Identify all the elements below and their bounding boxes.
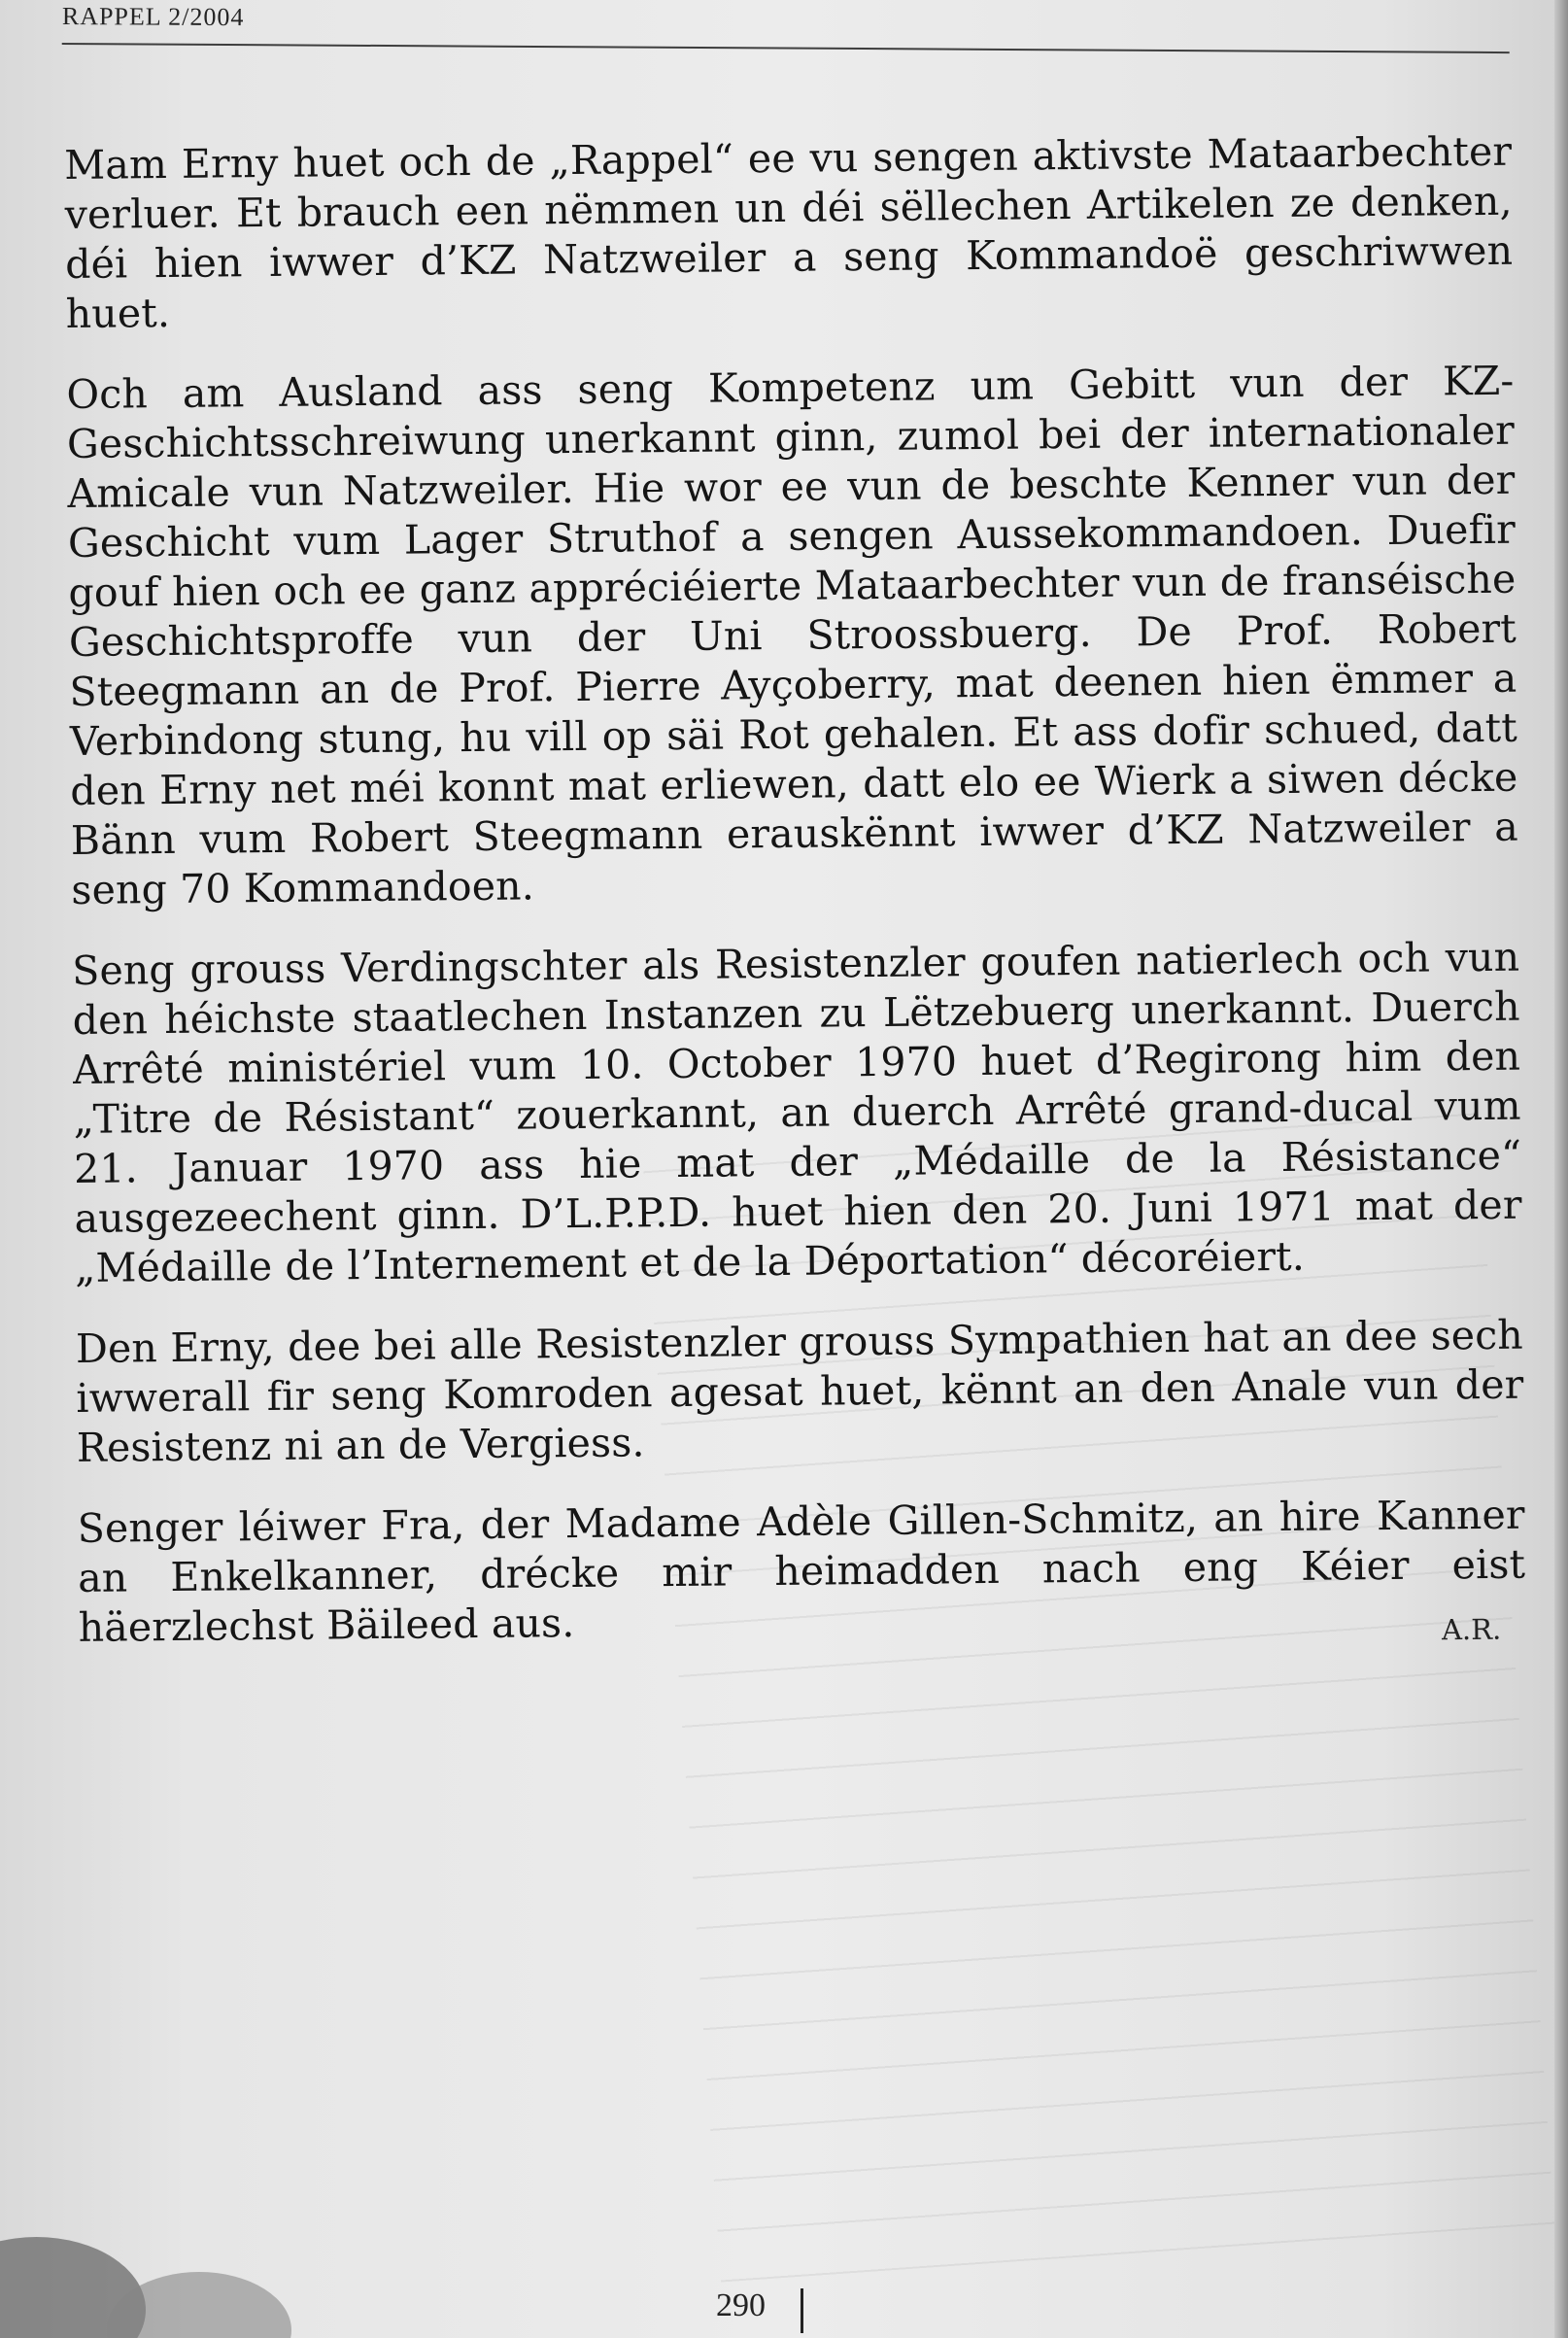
paragraph-rappel-contributor: Mam Erny huet och de „Rappel“ ee vu sengen aktivste Mataarbechter verluer. Et brauch een nëmmen un déi sëllechen Artikelen ze denken, déi hien iwwer d’KZ Natzweiler a seng Kommandoë geschriwwen huet. xyxy=(64,127,1514,337)
header-title: RAPPEL 2/2004 xyxy=(61,1,245,32)
page-edge-shadow xyxy=(1554,0,1568,2338)
author-signature: A.R. xyxy=(1441,1612,1502,1647)
page-number: 290 xyxy=(716,2287,766,2323)
page-number-rule xyxy=(801,2288,803,2333)
paragraph-remembrance: Den Erny, dee bei alle Resistenzler grouss Sympathien hat an dee sech iwwerall fir seng Komroden agesat huet, kënnt an den Anale vun der Resistenz ni an de Vergiess. xyxy=(75,1311,1524,1471)
paragraph-official-honors: Seng grouss Verdingschter als Resistenzler goufen natierlech och vun den héichste staatlechen Instanzen zu Lëtzebuerg unerkannt. Duerch Arrêté ministériel vum 10. October 1970 huet d’Regirong him den „Titre de Résistant“ zouerkannt, an duerch Arrêté grand-ducal vum 21. Januar 1970 ass hie mat der „Médaille de la Résistance“ ausgezeechent ginn. D’L.P.P.D. huet hien den 20. Juni 1971 mat der „Médaille de l’Internement et de la Déportation“ décoréiert. xyxy=(71,933,1522,1291)
article-body xyxy=(64,127,1526,1684)
running-header xyxy=(62,0,1510,53)
paragraph-condolences: Senger léiwer Fra, der Madame Adèle Gillen-Schmitz, an hire Kanner an Enkelkanner, drécke mir heimadden nach eng Kéier eist häerzlechst Bäileed aus. xyxy=(77,1491,1526,1651)
paragraph-foreign-recognition: Och am Ausland ass seng Kompetenz um Gebitt vun der KZ-Geschichtsschreiwung unerkannt ginn, zumol bei der internationaler Amicale vun Natzweiler. Hie wor ee vun de beschte Kenner vun der Geschicht vum Lager Struthof a sengen Aussekommandoen. Duefir gouf hien och ee ganz appréciéierte Mataarbechter vun de franséische Geschichtsproffe vun der Uni Stroossbuerg. De Prof. Robert Steegmann an de Prof. Pierre Ayçoberry, mat deenen hien ëmmer a Verbindong stung, hu vill op säi Rot gehalen. Et ass dofir schued, datt den Erny net méi konnt mat erliewen, datt elo ee Wierk a siwen décke Bänn vum Robert Steegmann erauskënnt iwwer d’KZ Natzweiler a seng 70 Kommandoen. xyxy=(66,357,1519,913)
